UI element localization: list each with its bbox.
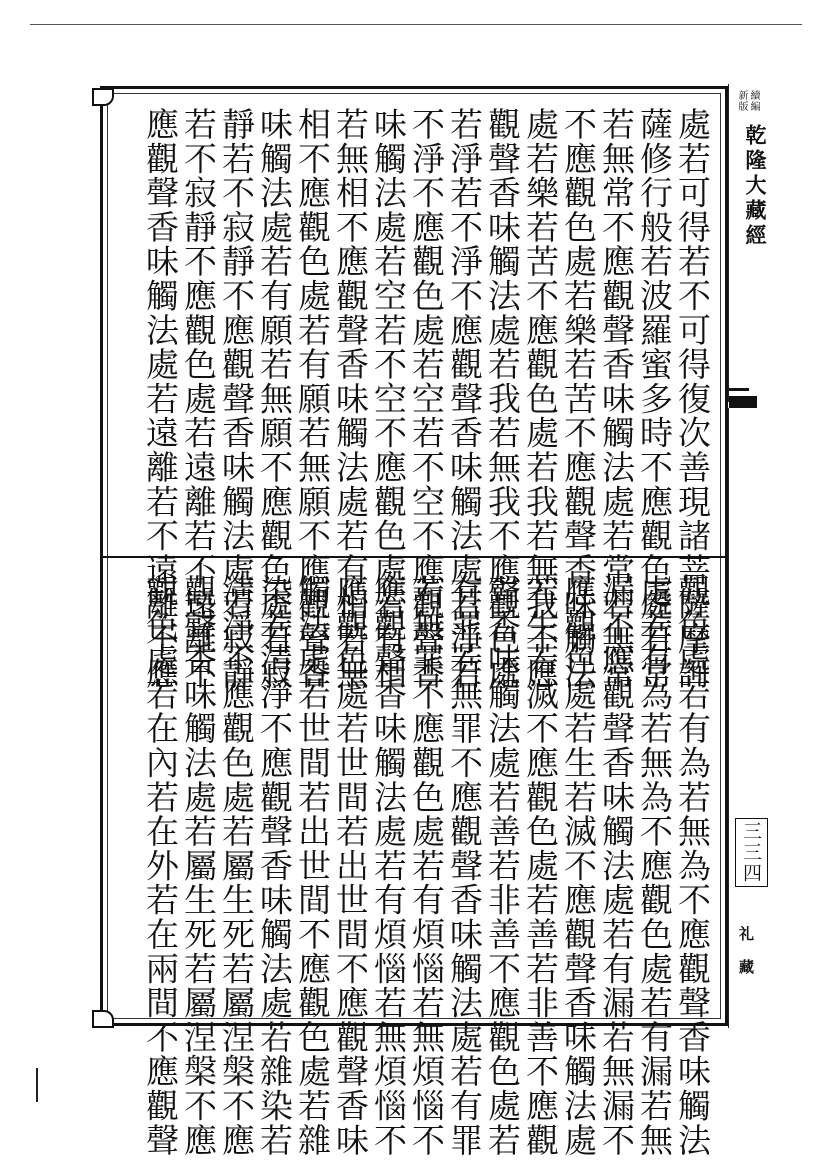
lower-column-3: 漏不應觀聲香味觸法處若有漏若無漏不 — [597, 574, 636, 1158]
upper-column-12: 味觸法處若有願若無願不應觀色處若寂 — [255, 107, 294, 691]
frame-corner-ornament-top — [92, 88, 114, 106]
lower-column-1: 觀色處若有為若無為不應觀聲香味觸法 — [673, 574, 712, 1158]
lower-column-8: 若無罪不應觀色處若有煩惱若無煩惱不 — [407, 574, 446, 1158]
lower-column-12: 染若清淨不應觀聲香味觸法處若雜染若 — [255, 574, 294, 1158]
upper-column-7: 若淨若不淨不應觀聲香味觸法處若淨若 — [445, 107, 484, 691]
top-rule — [30, 24, 802, 25]
upper-column-13: 靜若不寂靜不應觀聲香味觸法處若寂靜 — [217, 107, 256, 691]
lower-column-14: 觀聲香味觸法處若屬生死若屬涅槃不應 — [179, 574, 218, 1158]
header-sub-left: 新版 — [736, 90, 747, 112]
lower-column-7: 有罪若無罪不應觀聲香味觸法處若有罪 — [445, 574, 484, 1158]
lower-column-4: 應觀色處若生若滅不應觀聲香味觸法處 — [559, 574, 598, 1158]
page-number: 三三四 — [735, 818, 768, 887]
upper-column-1: 處若可得若不可得復次善現諸菩薩摩訶 — [673, 107, 712, 691]
upper-column-11: 相不應觀色處若有願若無願不應觀聲香 — [293, 107, 332, 691]
lower-column-5: 若生若滅不應觀色處若善若非善不應觀 — [521, 574, 560, 1158]
upper-column-10: 若無相不應觀聲香味觸法處若有相若無 — [331, 107, 370, 691]
lower-column-13: 清淨不應觀色處若屬生死若屬涅槃不應 — [217, 574, 256, 1158]
upper-column-15: 應觀聲香味觸法處若遠離若不遠離不應 — [141, 107, 180, 691]
margin-rule-lower — [728, 408, 729, 1028]
upper-column-14: 若不寂靜不應觀色處若遠離若不遠離不 — [179, 107, 218, 691]
header-title: 乾隆大藏經 — [743, 124, 768, 249]
volume-mark: 礼藏 — [737, 926, 755, 992]
lower-column-6: 聲香味觸法處若善若非善不應觀色處若 — [483, 574, 522, 1158]
scan-specks: · · · · — [300, 1096, 458, 1105]
upper-column-6: 觀聲香味觸法處若我若無我不應觀色處 — [483, 107, 522, 691]
frame-corner-ornament-bottom — [92, 1010, 114, 1028]
upper-column-8: 不淨不應觀色處若空若不空不應觀聲香 — [407, 107, 446, 691]
lower-column-15: 觀色處若在內若在外若在兩間不應觀聲 — [141, 574, 180, 1158]
lower-column-2: 處若有為若無為不應觀色處若有漏若無 — [635, 574, 674, 1158]
upper-column-4: 不應觀色處若樂若苦不應觀聲香味觸法 — [559, 107, 598, 691]
upper-column-3: 若無常不應觀聲香味觸法處若常若無常 — [597, 107, 636, 691]
lower-column-9: 應觀聲香味觸法處若有煩惱若無煩惱不 — [369, 574, 408, 1158]
upper-column-5: 處若樂若苦不應觀色處若我若無我不應 — [521, 107, 560, 691]
margin-rule-upper — [728, 84, 729, 402]
scan-mark — [36, 1068, 38, 1102]
upper-column-9: 味觸法處若空若不空不應觀色處若有相 — [369, 107, 408, 691]
tab-mark-thin — [729, 388, 749, 391]
header-sub-right: 續編 — [748, 90, 759, 112]
lower-column-11: 觸法處若世間若出世間不應觀色處若雜 — [293, 574, 332, 1158]
upper-column-2: 薩修行般若波羅蜜多時不應觀色處若常 — [635, 107, 674, 691]
tab-mark — [729, 396, 757, 408]
lower-column-10: 應觀色處若世間若出世間不應觀聲香味 — [331, 574, 370, 1158]
